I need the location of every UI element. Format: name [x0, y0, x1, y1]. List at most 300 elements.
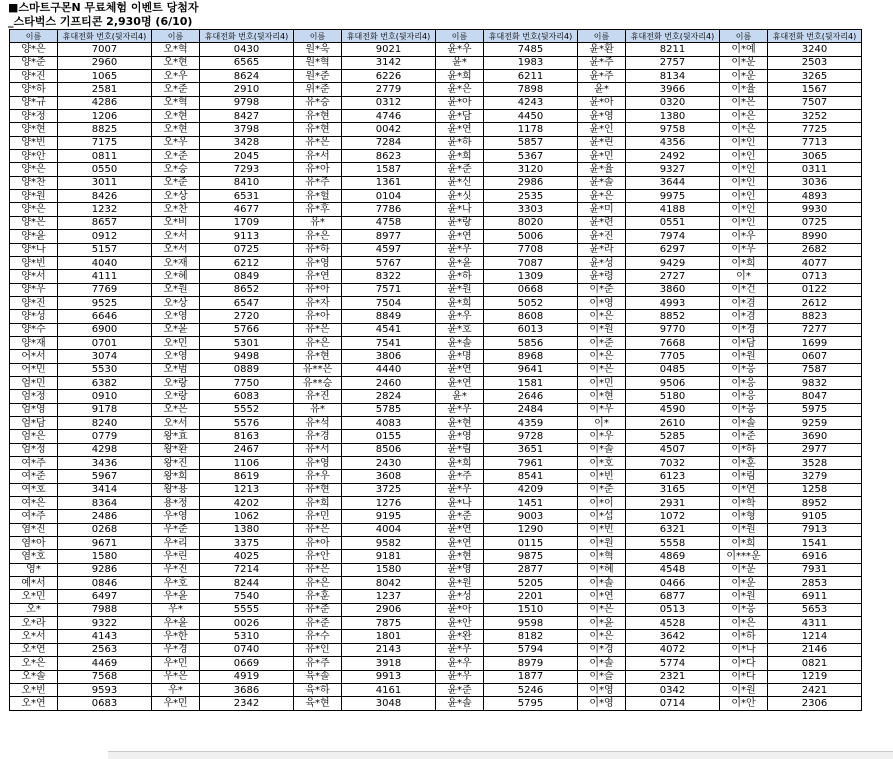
phone-digits-cell: 6877	[626, 590, 720, 603]
winner-name-cell: 유*현	[294, 123, 342, 136]
table-row	[10, 56, 862, 69]
phone-digits-cell: 7293	[200, 163, 294, 176]
phone-digits-cell: 7541	[342, 336, 436, 349]
phone-digits-cell: 9178	[58, 403, 152, 416]
winner-name-cell: 우*윤	[152, 617, 200, 630]
winner-name-cell: 윤*우	[436, 483, 484, 496]
table-row	[10, 670, 862, 683]
winner-name-cell: 이*원	[578, 323, 626, 336]
winner-name-cell: 윤*연	[436, 123, 484, 136]
winner-name-cell: 이*혜	[578, 563, 626, 576]
winner-name-cell: 유*연	[294, 270, 342, 283]
winner-name-cell: 이*운	[720, 563, 768, 576]
phone-digits-cell: 9593	[58, 683, 152, 696]
phone-digits-cell: 5530	[58, 363, 152, 376]
phone-digits-cell: 7931	[768, 563, 862, 576]
phone-digits-cell: 0042	[342, 123, 436, 136]
table-row	[10, 590, 862, 603]
table-row	[10, 390, 862, 403]
winner-name-cell: 오*상	[152, 190, 200, 203]
winner-name-cell: 양*준	[10, 56, 58, 69]
winner-name-cell: 유*자	[294, 296, 342, 309]
phone-digits-cell: 3798	[200, 123, 294, 136]
winner-name-cell: 이*하	[720, 630, 768, 643]
phone-digits-cell: 2906	[342, 603, 436, 616]
winner-name-cell: 윤*주	[578, 70, 626, 83]
winner-name-cell: 이*경	[720, 323, 768, 336]
phone-digits-cell: 1232	[58, 203, 152, 216]
winner-name-cell: 이*인	[720, 163, 768, 176]
table-row	[10, 203, 862, 216]
phone-digits-cell: 0311	[768, 163, 862, 176]
winner-name-cell: 이*우	[578, 430, 626, 443]
table-row	[10, 537, 862, 550]
phone-digits-cell: 3074	[58, 350, 152, 363]
winner-name-cell: 윤*랑	[436, 216, 484, 229]
phone-digits-cell: 8047	[768, 390, 862, 403]
table-row	[10, 443, 862, 456]
phone-digits-cell: 0550	[58, 163, 152, 176]
phone-digits-cell: 1801	[342, 630, 436, 643]
winner-name-cell: 여*호	[10, 483, 58, 496]
phone-digits-cell: 4072	[626, 643, 720, 656]
phone-digits-cell: 0320	[626, 96, 720, 109]
winner-name-cell: 이*인	[720, 150, 768, 163]
phone-digits-cell: 0713	[768, 270, 862, 283]
phone-digits-cell: 4083	[342, 416, 436, 429]
winner-name-cell: 윤*라	[578, 243, 626, 256]
column-header-name: 이름	[436, 30, 484, 43]
winner-name-cell: 오*랑	[152, 376, 200, 389]
winner-name-cell: 육*하	[294, 683, 342, 696]
phone-digits-cell: 2727	[626, 270, 720, 283]
winner-name-cell: 이*은	[720, 617, 768, 630]
phone-digits-cell: 3240	[768, 43, 862, 56]
winner-name-cell: 윤*인	[578, 123, 626, 136]
phone-digits-cell: 2460	[342, 376, 436, 389]
winner-name-cell: 위*준	[294, 83, 342, 96]
winner-name-cell: 유**승	[294, 376, 342, 389]
phone-digits-cell: 2492	[626, 150, 720, 163]
phone-digits-cell: 3428	[200, 136, 294, 149]
winner-name-cell: 이*빈	[578, 470, 626, 483]
phone-digits-cell: 0104	[342, 190, 436, 203]
winner-name-cell: 오*민	[10, 590, 58, 603]
winner-name-cell: 어*서	[10, 350, 58, 363]
phone-digits-cell: 1290	[484, 523, 578, 536]
phone-digits-cell: 0513	[626, 603, 720, 616]
phone-digits-cell: 8322	[342, 270, 436, 283]
winner-name-cell: 유*아	[294, 537, 342, 550]
winner-name-cell: 오*현	[152, 123, 200, 136]
winner-name-cell: 우*경	[152, 643, 200, 656]
phone-digits-cell: 7507	[768, 96, 862, 109]
winner-name-cell: 유*준	[294, 603, 342, 616]
phone-digits-cell: 4548	[626, 563, 720, 576]
winner-name-cell: 우*민	[152, 697, 200, 710]
table-row	[10, 363, 862, 376]
phone-digits-cell: 4111	[58, 270, 152, 283]
phone-digits-cell: 2535	[484, 190, 578, 203]
winner-name-cell: 양*규	[10, 96, 58, 109]
winner-name-cell: 유*훈	[294, 590, 342, 603]
winner-name-cell: 엄*민	[10, 376, 58, 389]
phone-digits-cell: 2910	[200, 83, 294, 96]
phone-digits-cell: 5367	[484, 150, 578, 163]
winner-name-cell: 유*경	[294, 430, 342, 443]
phone-digits-cell: 4893	[768, 190, 862, 203]
winner-name-cell: 이*혁	[578, 550, 626, 563]
winner-name-cell: 이*연	[578, 590, 626, 603]
phone-digits-cell: 6297	[626, 243, 720, 256]
winner-name-cell: 여*준	[10, 470, 58, 483]
phone-digits-cell: 4597	[342, 243, 436, 256]
winner-name-cell: 엄*영	[10, 403, 58, 416]
phone-digits-cell: 8652	[200, 283, 294, 296]
phone-digits-cell: 2986	[484, 176, 578, 189]
winner-name-cell: 이*슬	[578, 670, 626, 683]
table-row	[10, 617, 862, 630]
winner-name-cell: 이*영	[578, 296, 626, 309]
winner-name-cell: 우*리	[152, 537, 200, 550]
winner-name-cell: 윤*원	[436, 577, 484, 590]
phone-digits-cell: 0430	[200, 43, 294, 56]
table-row	[10, 657, 862, 670]
phone-digits-cell: 4993	[626, 296, 720, 309]
phone-digits-cell: 0846	[58, 577, 152, 590]
phone-digits-cell: 9195	[342, 510, 436, 523]
table-row	[10, 283, 862, 296]
phone-digits-cell: 6916	[768, 550, 862, 563]
document-subtitle: _스타벅스 기프티콘 2,930명 (6/10)	[8, 15, 193, 28]
winner-name-cell: 오*연	[10, 697, 58, 710]
phone-digits-cell: 1380	[200, 523, 294, 536]
winner-name-cell: 오*은	[10, 657, 58, 670]
winner-name-cell: 이*원	[720, 683, 768, 696]
winner-name-cell: 윤*성	[578, 256, 626, 269]
winner-name-cell: 유*후	[294, 203, 342, 216]
winner-name-cell: 윤*싯	[436, 190, 484, 203]
winner-name-cell: 오*비	[152, 216, 200, 229]
phone-digits-cell: 3806	[342, 350, 436, 363]
winner-name-cell: 유*안	[294, 550, 342, 563]
phone-digits-cell: 4143	[58, 630, 152, 643]
phone-digits-cell: 3436	[58, 457, 152, 470]
winner-name-cell: 오*윤	[152, 323, 200, 336]
winner-name-cell: 윤*윤	[436, 256, 484, 269]
phone-digits-cell: 4919	[200, 670, 294, 683]
phone-digits-cell: 8244	[200, 577, 294, 590]
phone-digits-cell: 1567	[768, 83, 862, 96]
phone-digits-cell: 5310	[200, 630, 294, 643]
winner-name-cell: 이*은	[578, 603, 626, 616]
phone-digits-cell: 0115	[484, 537, 578, 550]
winner-name-cell: 유*영	[294, 256, 342, 269]
winner-name-cell: 양*진	[10, 70, 58, 83]
phone-digits-cell: 5558	[626, 537, 720, 550]
phone-digits-cell: 6547	[200, 296, 294, 309]
winner-name-cell: 윤*린	[578, 136, 626, 149]
winner-name-cell: 유*수	[294, 630, 342, 643]
winner-name-cell: 오*현	[152, 110, 200, 123]
winner-name-cell: 이*준	[720, 430, 768, 443]
winner-name-cell: 원*준	[294, 70, 342, 83]
phone-digits-cell: 3528	[768, 457, 862, 470]
winner-name-cell: 윤*우	[436, 670, 484, 683]
winner-name-cell: 유*은	[294, 230, 342, 243]
column-header-name: 이름	[578, 30, 626, 43]
winner-name-cell: 윤*우	[436, 43, 484, 56]
phone-digits-cell: 8624	[200, 70, 294, 83]
phone-digits-cell: 2646	[484, 390, 578, 403]
table-row	[10, 630, 862, 643]
winner-name-cell: 윤*명	[436, 350, 484, 363]
winner-name-cell: 윤*현	[436, 550, 484, 563]
phone-digits-cell: 5006	[484, 230, 578, 243]
winner-name-cell: 오*범	[152, 363, 200, 376]
table-row	[10, 497, 862, 510]
winner-name-cell: 우*영	[152, 510, 200, 523]
winner-name-cell: 이*나	[720, 643, 768, 656]
winner-name-cell: 이*응	[720, 403, 768, 416]
phone-digits-cell: 9832	[768, 376, 862, 389]
winner-name-cell: 유*현	[294, 110, 342, 123]
phone-digits-cell: 3860	[626, 283, 720, 296]
winner-name-cell: 이*응	[720, 390, 768, 403]
phone-digits-cell: 2682	[768, 243, 862, 256]
winner-name-cell: 윤*하	[436, 136, 484, 149]
winner-name-cell: 윤*연	[436, 523, 484, 536]
phone-digits-cell: 2045	[200, 150, 294, 163]
phone-digits-cell: 4677	[200, 203, 294, 216]
winner-name-cell: 이*안	[720, 697, 768, 710]
phone-digits-cell: 3252	[768, 110, 862, 123]
phone-digits-cell: 1581	[484, 376, 578, 389]
document-title: ■스마트구몬N 무료체험 이벤트 당첨자	[8, 1, 199, 14]
winner-name-cell: 오*서	[10, 630, 58, 643]
phone-digits-cell: 1380	[626, 110, 720, 123]
table-row	[10, 336, 862, 349]
phone-digits-cell: 3375	[200, 537, 294, 550]
winner-name-cell: 윤*	[436, 390, 484, 403]
winner-name-cell: 이*준	[578, 336, 626, 349]
winner-name-cell: 예*서	[10, 577, 58, 590]
phone-digits-cell: 0821	[768, 657, 862, 670]
phone-digits-cell: 0889	[200, 363, 294, 376]
winner-name-cell: 오*재	[152, 256, 200, 269]
phone-digits-cell: 3142	[342, 56, 436, 69]
phone-digits-cell: 0811	[58, 150, 152, 163]
winner-name-cell: 유*하	[294, 243, 342, 256]
winner-name-cell: 이*영	[578, 697, 626, 710]
phone-digits-cell: 2484	[484, 403, 578, 416]
winner-name-cell: 양*빈	[10, 136, 58, 149]
phone-digits-cell: 2563	[58, 643, 152, 656]
winner-name-cell: 윤*연	[436, 537, 484, 550]
phone-digits-cell: 9003	[484, 510, 578, 523]
winner-name-cell: 오*라	[10, 617, 58, 630]
winner-name-cell: 이*훈	[720, 457, 768, 470]
winner-name-cell: 이*응	[720, 363, 768, 376]
winner-name-cell: 윤*아	[436, 96, 484, 109]
phone-digits-cell: 2877	[484, 563, 578, 576]
phone-digits-cell: 0725	[768, 216, 862, 229]
phone-digits-cell: 7087	[484, 256, 578, 269]
winner-name-cell: 어*민	[10, 363, 58, 376]
table-row	[10, 523, 862, 536]
winner-name-cell: 윤*우	[436, 657, 484, 670]
winner-name-cell: 양*안	[10, 150, 58, 163]
winner-name-cell: 유*은	[294, 523, 342, 536]
table-row	[10, 577, 862, 590]
winner-name-cell: 영*	[10, 563, 58, 576]
winner-name-cell: 윤*현	[436, 416, 484, 429]
phone-digits-cell: 1451	[484, 497, 578, 510]
winner-name-cell: 우*민	[152, 657, 200, 670]
winner-name-cell: 윤*나	[436, 203, 484, 216]
phone-digits-cell: 4440	[342, 363, 436, 376]
winner-name-cell: 이*솔	[578, 657, 626, 670]
winner-name-cell: 윤*솔	[436, 336, 484, 349]
winner-name-cell: 엄*정	[10, 390, 58, 403]
phone-digits-cell: 1213	[200, 483, 294, 496]
phone-digits-cell: 6321	[626, 523, 720, 536]
phone-digits-cell: 2612	[768, 296, 862, 309]
phone-digits-cell: 2977	[768, 443, 862, 456]
winner-name-cell: 유**은	[294, 363, 342, 376]
phone-digits-cell: 6226	[342, 70, 436, 83]
phone-digits-cell: 8823	[768, 310, 862, 323]
winner-name-cell: 왕*희	[152, 470, 200, 483]
phone-digits-cell: 9506	[626, 376, 720, 389]
winner-name-cell: 우*윤	[152, 590, 200, 603]
phone-digits-cell: 0607	[768, 350, 862, 363]
winner-name-cell: 윤*하	[436, 270, 484, 283]
phone-digits-cell: 4161	[342, 683, 436, 696]
winner-name-cell: 이*경	[578, 643, 626, 656]
phone-digits-cell: 2779	[342, 83, 436, 96]
table-row	[10, 190, 862, 203]
winner-name-cell: 오*랑	[152, 390, 200, 403]
phone-digits-cell: 0714	[626, 697, 720, 710]
winner-name-cell: 왕*효	[152, 430, 200, 443]
winner-name-cell: 유*서	[294, 150, 342, 163]
table-row	[10, 376, 862, 389]
winner-name-cell: 이*	[720, 270, 768, 283]
phone-digits-cell: 3048	[342, 697, 436, 710]
winner-name-cell: 유*영	[294, 457, 342, 470]
winner-name-cell: 유*현	[294, 350, 342, 363]
winner-name-cell: 유*민	[294, 510, 342, 523]
phone-digits-cell: 7913	[768, 523, 862, 536]
phone-digits-cell: 8968	[484, 350, 578, 363]
winner-name-cell: 오*준	[152, 176, 200, 189]
phone-digits-cell: 6497	[58, 590, 152, 603]
phone-digits-cell: 8977	[342, 230, 436, 243]
phone-digits-cell: 5246	[484, 683, 578, 696]
phone-digits-cell: 6646	[58, 310, 152, 323]
winner-name-cell: 오*은	[152, 403, 200, 416]
phone-digits-cell: 5967	[58, 470, 152, 483]
winner-name-cell: 이*준	[578, 283, 626, 296]
phone-digits-cell: 4528	[626, 617, 720, 630]
winner-name-cell: 이*섭	[578, 510, 626, 523]
phone-digits-cell: 7786	[342, 203, 436, 216]
phone-digits-cell: 7007	[58, 43, 152, 56]
phone-digits-cell: 4025	[200, 550, 294, 563]
winner-name-cell: 오*빈	[10, 683, 58, 696]
phone-digits-cell: 4590	[626, 403, 720, 416]
phone-digits-cell: 1065	[58, 70, 152, 83]
winner-name-cell: 여*은	[10, 497, 58, 510]
phone-digits-cell: 1276	[342, 497, 436, 510]
winner-name-cell: 이*율	[720, 83, 768, 96]
phone-digits-cell: 7988	[58, 603, 152, 616]
winner-name-cell: 유*아	[294, 283, 342, 296]
winner-name-cell: 엄*정	[10, 443, 58, 456]
table-row	[10, 470, 862, 483]
winner-name-cell: 이*빈	[578, 523, 626, 536]
phone-digits-cell: 3608	[342, 470, 436, 483]
winner-name-cell: 유*승	[294, 96, 342, 109]
winner-name-cell: 이*운	[720, 577, 768, 590]
phone-digits-cell: 4758	[342, 216, 436, 229]
winner-name-cell: 양*현	[10, 123, 58, 136]
phone-digits-cell: 9286	[58, 563, 152, 576]
phone-digits-cell: 9322	[58, 617, 152, 630]
phone-digits-cell: 3165	[626, 483, 720, 496]
winner-name-cell: 윤*연	[436, 363, 484, 376]
phone-digits-cell: 6900	[58, 323, 152, 336]
winner-name-cell: 윤*희	[436, 70, 484, 83]
winner-name-cell: 오*민	[152, 336, 200, 349]
winner-name-cell: 오*우	[152, 70, 200, 83]
phone-digits-cell: 6565	[200, 56, 294, 69]
table-row	[10, 230, 862, 243]
phone-digits-cell: 0683	[58, 697, 152, 710]
winner-name-cell: 유*은	[294, 563, 342, 576]
winners-table	[9, 29, 862, 711]
winner-name-cell: 유*주	[294, 176, 342, 189]
phone-digits-cell: 0485	[626, 363, 720, 376]
winner-name-cell: 유*헐	[294, 190, 342, 203]
phone-digits-cell: 5766	[200, 323, 294, 336]
phone-digits-cell: 8619	[200, 470, 294, 483]
phone-digits-cell: 8163	[200, 430, 294, 443]
table-row	[10, 243, 862, 256]
winner-name-cell: 유*인	[294, 643, 342, 656]
phone-digits-cell: 8506	[342, 443, 436, 456]
phone-digits-cell: 8541	[484, 470, 578, 483]
table-row	[10, 163, 862, 176]
winner-name-cell: 이*형	[720, 510, 768, 523]
phone-digits-cell: 7485	[484, 43, 578, 56]
winner-name-cell: 오*서	[152, 416, 200, 429]
phone-digits-cell: 9913	[342, 670, 436, 683]
phone-digits-cell: 0740	[200, 643, 294, 656]
phone-digits-cell: 1541	[768, 537, 862, 550]
table-row	[10, 110, 862, 123]
phone-digits-cell: 4202	[200, 497, 294, 510]
winner-name-cell: 윤*영	[436, 563, 484, 576]
phone-digits-cell: 1580	[58, 550, 152, 563]
winner-name-cell: 윤*	[578, 83, 626, 96]
phone-digits-cell: 2143	[342, 643, 436, 656]
phone-digits-cell: 9728	[484, 430, 578, 443]
phone-digits-cell: 1983	[484, 56, 578, 69]
phone-digits-cell: 2306	[768, 697, 862, 710]
column-header-phone: 휴대전화 번호(뒷자리4)	[484, 30, 578, 43]
